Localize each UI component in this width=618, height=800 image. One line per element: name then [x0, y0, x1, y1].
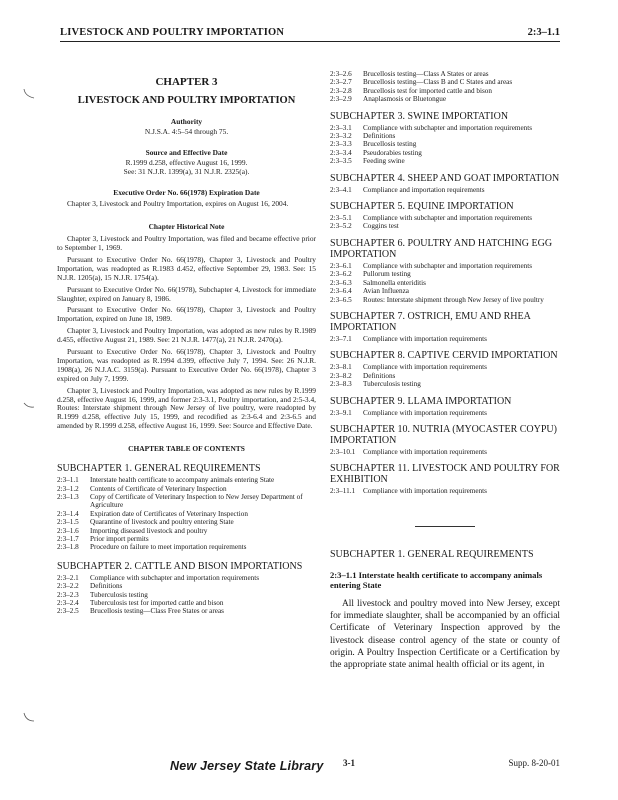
toc-entry[interactable]: 2:3–6.4 Avian Influenza	[330, 287, 409, 296]
left-column	[57, 68, 316, 616]
subchapter-heading: SUBCHAPTER 3. SWINE IMPORTATION	[330, 110, 509, 122]
margin-mark	[22, 712, 36, 724]
source-heading: Source and Effective Date	[145, 147, 228, 157]
toc-subchapter-9	[330, 396, 560, 417]
margin-mark	[22, 400, 36, 412]
history-paragraph: Chapter 3, Livestock and Poultry Importation, was filed and became effective prior to September 1, 1969.	[57, 234, 316, 252]
toc-entry[interactable]: 2:3–2.4 Tuberculosis test for imported cattle and bison	[57, 598, 224, 607]
toc-entry[interactable]: 2:3–5.2 Coggins test	[330, 222, 399, 231]
source-line: R.1999 d.258, effective August 16, 1999.	[125, 157, 248, 167]
history-paragraph: Chapter 3, Livestock and Poultry Importation, was adopted as new rules by R.1999 d.258, effective August 16, 1999, and former 2:3-3.1, Poultry importation, and 2:5-3.4, Routes: Interstate shipment through New Jersey of live poultry, were readopted by R.1999 d.258, effective July 15, 1999, and recodified as 2:3-6.4 and 2:3-6.5 and amended by R.1999 d.258, effective August 16, 1999. See: Source and Effective Date.	[57, 385, 316, 431]
toc-entry[interactable]: 2:3–3.3 Brucellosis testing	[330, 140, 417, 149]
toc-entry[interactable]: 2:3–2.1 Compliance with subchapter and importation requirements	[57, 573, 260, 582]
toc-heading: CHAPTER TABLE OF CONTENTS	[128, 444, 245, 454]
toc-entry[interactable]: 2:3–1.5 Quarantine of livestock and poultry entering State	[57, 518, 234, 527]
toc-subchapter-6	[330, 238, 560, 304]
toc-subchapter-10	[330, 424, 560, 456]
toc-entry[interactable]: 2:3–1.1 Interstate health certificate to accompany animals entering State	[57, 476, 275, 485]
toc-entry[interactable]: 2:3–6.3 Salmonella enteriditis	[330, 278, 426, 287]
toc-entry[interactable]: 2:3–6.2 Pullorum testing	[330, 270, 411, 279]
history-heading: Chapter Historical Note	[148, 222, 225, 232]
toc-entry[interactable]: 2:3–2.3 Tuberculosis testing	[57, 590, 148, 599]
page-footer	[0, 753, 618, 783]
authority-text: N.J.S.A. 4:5–54 through 75.	[144, 126, 229, 136]
section-title: 2:3–1.1 Interstate health certificate to accompany animals entering State	[330, 569, 543, 590]
history-paragraph: Pursuant to Executive Order No. 66(1978), Chapter 3, Livestock and Poultry Importation, was readopted as R.1994 d.399, effective July 7, 1994. See: 26 N.J.R. 1908(a), 26 N.J.A.C. 3159(a). Pursuant to Executive Order No. 66(1978), Chapter 3 expired on July 7, 1999.	[57, 347, 316, 383]
section-subchapter-heading: SUBCHAPTER 1. GENERAL REQUIREMENTS	[330, 548, 534, 560]
toc-entry[interactable]: 2:3–2.9 Anaplasmosis or Bluetongue	[330, 95, 447, 104]
toc-entry[interactable]: 2:3–4.1 Compliance and importation requirements	[330, 185, 485, 194]
toc-entry[interactable]: 2:3–1.6 Importing diseased livestock and poultry	[57, 526, 208, 535]
toc-subchapter-1	[57, 463, 316, 552]
supplement-date: Supp. 8-20-01	[508, 758, 560, 768]
subchapter-heading: SUBCHAPTER 4. SHEEP AND GOAT IMPORTATION	[330, 172, 560, 184]
history-paragraph: Pursuant to Executive Order No. 66(1978), Chapter 3, Livestock and Poultry Importation, expired on June 18, 1989.	[57, 305, 316, 324]
toc-entry[interactable]: 2:3–3.5 Feeding swine	[330, 157, 405, 166]
toc-subchapter-5	[330, 201, 560, 231]
chapter-number: CHAPTER 3	[155, 76, 218, 88]
subchapter-heading: SUBCHAPTER 10. NUTRIA (MYOCASTER COYPU) IMPORTATION	[330, 423, 557, 446]
history-notes	[57, 235, 316, 431]
history-paragraph: Chapter 3, Livestock and Poultry Importation, was adopted as new rules by R.1989 d.455, effective August 21, 1989. See: 21 N.J.R. 1477(a), 21 N.J.R. 2470(a).	[57, 326, 316, 345]
toc-entry[interactable]: 2:3–2.6 Brucellosis testing—Class A States or areas	[330, 70, 489, 78]
source-line: See: 31 N.J.R. 1399(a), 31 N.J.R. 2325(a).	[123, 167, 250, 177]
toc-entry[interactable]: 2:3–3.4 Pseudorabies testing	[330, 148, 422, 157]
toc-entry[interactable]: 2:3–1.2 Contents of Certificate of Veterinary Inspection	[57, 484, 227, 493]
toc-subchapter-2	[57, 561, 316, 616]
section-body: All livestock and poultry moved into New Jersey, except for immediate slaughter, shall be accompanied by an official Certificate of Veterinary Inspection approved by the livestock disease control agency of the state or county of origin. A Poultry Inspection Certificate or a Certification by the appropriate state animal health official or its agent, in	[330, 598, 560, 671]
subchapter-heading: SUBCHAPTER 5. EQUINE IMPORTATION	[330, 201, 514, 213]
toc-entry[interactable]: 2:3–5.1 Compliance with subchapter and importation requirements	[330, 214, 533, 223]
toc-subchapter-8	[330, 350, 560, 388]
toc-entry[interactable]: 2:3–8.1 Compliance with importation requirements	[330, 363, 487, 372]
toc-subchapter-11	[330, 463, 560, 495]
history-paragraph: Pursuant to Executive Order No. 66(1978), Chapter 3, Livestock and Poultry Importation, was readopted as R.1983 d.452, effective September 29, 1983. See: 15 N.J.R. 1205(a), 15 N.J.R. 1754(a).	[57, 254, 316, 282]
subchapter-heading: SUBCHAPTER 9. LLAMA IMPORTATION	[330, 395, 512, 407]
subchapter-heading: SUBCHAPTER 11. LIVESTOCK AND POULTRY FOR EXHIBITION	[330, 463, 560, 486]
exec-order-text: Chapter 3, Livestock and Poultry Importation, expires on August 16, 2004.	[67, 199, 289, 209]
page-number: 3-1	[343, 758, 355, 768]
history-paragraph: Pursuant to Executive Order No. 66(1978), Subchapter 4, Livestock for immediate Slaughter, expired on January 8, 1986.	[57, 284, 316, 303]
toc-entry[interactable]: 2:3–2.7 Brucellosis testing—Class B and C States and areas	[330, 78, 513, 87]
subchapter-heading: SUBCHAPTER 8. CAPTIVE CERVID IMPORTATION	[330, 350, 558, 362]
library-stamp: New Jersey State Library	[170, 759, 324, 773]
toc-entry[interactable]: 2:3–11.1 Compliance with importation requirements	[330, 487, 487, 496]
toc-entry[interactable]: 2:3–8.2 Definitions	[330, 371, 396, 380]
toc-subchapter-4	[330, 173, 560, 194]
toc-entry[interactable]: 2:3–2.2 Definitions	[57, 582, 123, 591]
subchapter-heading: SUBCHAPTER 1. GENERAL REQUIREMENTS	[57, 463, 261, 475]
subchapter-heading: SUBCHAPTER 2. CATTLE AND BISON IMPORTATIONS	[57, 560, 303, 572]
toc-entry[interactable]: 2:3–1.7 Prior import permits	[57, 534, 149, 543]
toc-entry[interactable]: 2:3–2.5 Brucellosis testing—Class Free States or areas	[57, 607, 224, 616]
right-column	[330, 70, 560, 671]
toc-subchapter-3	[330, 111, 560, 166]
toc-entry[interactable]: 2:3–3.1 Compliance with subchapter and importation requirements	[330, 123, 533, 132]
toc-entry[interactable]: 2:3–8.3 Tuberculosis testing	[330, 380, 421, 389]
subchapter-heading: SUBCHAPTER 6. POULTRY AND HATCHING EGG IMPORTATION	[330, 237, 553, 260]
toc-entry[interactable]: 2:3–10.1 Compliance with importation requirements	[330, 447, 487, 456]
toc-subchapter-2-continued	[330, 70, 560, 104]
authority-heading: Authority	[170, 116, 203, 126]
toc-subchapter-7	[330, 311, 560, 343]
toc-entry[interactable]: 2:3–3.2 Definitions	[330, 132, 396, 141]
toc-entry[interactable]: 2:3–6.1 Compliance with subchapter and importation requirements	[330, 261, 533, 270]
toc-entry[interactable]: 2:3–1.8 Procedure on failure to meet importation requirements	[57, 543, 247, 552]
subchapter-heading: SUBCHAPTER 7. OSTRICH, EMU AND RHEA IMPORTATION	[330, 310, 531, 333]
running-header	[60, 27, 560, 42]
header-section-number: 2:3–1.1	[527, 27, 560, 38]
margin-mark	[22, 88, 36, 100]
toc-entry[interactable]: 2:3–9.1 Compliance with importation requirements	[330, 408, 487, 417]
header-title: LIVESTOCK AND POULTRY IMPORTATION	[60, 27, 285, 38]
toc-entry[interactable]: 2:3–1.3 Copy of Certificate of Veterinary Inspection to New Jersey Department of Agriculture	[57, 492, 303, 510]
chapter-title: LIVESTOCK AND POULTRY IMPORTATION	[77, 94, 296, 106]
exec-order-heading: Executive Order No. 66(1978) Expiration Date	[113, 188, 260, 198]
toc-entry[interactable]: 2:3–1.4 Expiration date of Certificates of Veterinary Inspection	[57, 509, 248, 518]
toc-entry[interactable]: 2:3–6.5 Routes: Interstate shipment through New Jersey of live poultry	[330, 295, 544, 304]
toc-entry[interactable]: 2:3–2.8 Brucellosis test for imported cattle and bison	[330, 86, 492, 95]
section-divider	[415, 526, 475, 527]
toc-entry[interactable]: 2:3–7.1 Compliance with importation requirements	[330, 334, 487, 343]
